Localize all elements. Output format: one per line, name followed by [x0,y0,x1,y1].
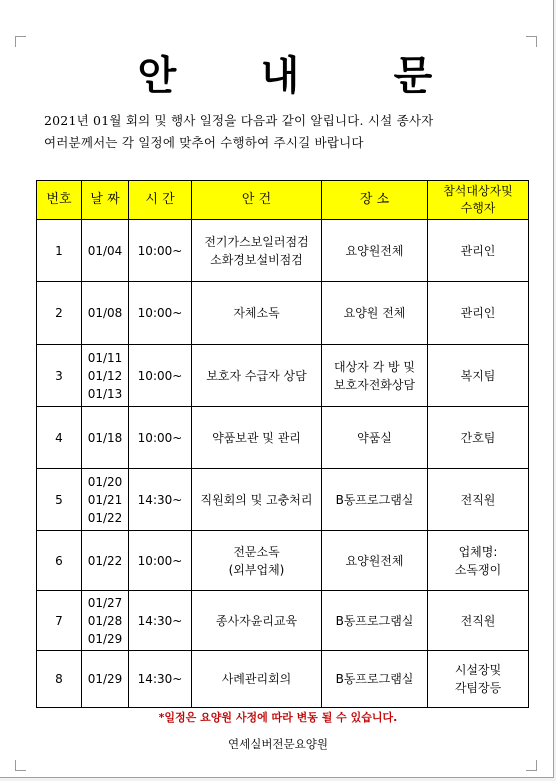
cell-date: 01/20 01/21 01/22 [82,469,129,531]
crop-mark-bottom-left [15,760,26,771]
cell-place: 요양원 전체 [322,282,428,345]
cell-attendee: 전직원 [428,469,529,531]
header-no: 번호 [37,181,82,220]
cell-time: 10:00~ [129,531,192,591]
table-row [37,220,529,282]
cell-date: 01/22 [82,531,129,591]
cell-place: B동프로그램실 [322,591,428,651]
cell-attendee: 시설장및 각팀장등 [428,651,529,708]
cell-time: 10:00~ [129,220,192,282]
cell-agenda: 전문소독 (외부업체) [192,531,322,591]
table-row [37,345,529,407]
header-time: 시 간 [129,181,192,220]
cell-attendee: 업체명: 소독쟁이 [428,531,529,591]
table-row [37,407,529,469]
table-row [37,282,529,345]
cell-agenda: 종사자윤리교육 [192,591,322,651]
cell-place: 요양원전체 [322,531,428,591]
cell-agenda: 보호자 수급자 상담 [192,345,322,407]
cell-time: 10:00~ [129,282,192,345]
cell-place: B동프로그램실 [322,651,428,708]
schedule-body [37,220,529,708]
cell-place: B동프로그램실 [322,469,428,531]
cell-agenda: 사례관리회의 [192,651,322,708]
cell-time: 14:30~ [129,591,192,651]
cell-date: 01/04 [82,220,129,282]
cell-no: 4 [37,407,82,469]
cell-agenda: 직원회의 및 고충처리 [192,469,322,531]
header-attendee: 참석대상자및 수행자 [428,181,529,220]
cell-agenda: 자체소독 [192,282,322,345]
cell-attendee: 복지팀 [428,345,529,407]
intro-line-1: 2021년 01월 회의 및 행사 일정을 다음과 같이 알립니다. 시설 종사자 [44,113,434,128]
cell-agenda: 약품보관 및 관리 [192,407,322,469]
cell-date: 01/18 [82,407,129,469]
cell-agenda: 전기가스보일러점검 소화경보설비점검 [192,220,322,282]
table-row [37,531,529,591]
cell-date: 01/11 01/12 01/13 [82,345,129,407]
cell-attendee: 전직원 [428,591,529,651]
cell-no: 6 [37,531,82,591]
cell-place: 약품실 [322,407,428,469]
cell-date: 01/29 [82,651,129,708]
cell-attendee: 간호팀 [428,407,529,469]
cell-date: 01/08 [82,282,129,345]
schedule-table [36,180,529,708]
document-title [0,44,556,99]
cell-no: 5 [37,469,82,531]
cell-time: 14:30~ [129,651,192,708]
table-row [37,469,529,531]
organization-name: 연세실버전문요양원 [228,737,328,751]
title-char-1: 안 [137,52,177,99]
cell-date: 01/27 01/28 01/29 [82,591,129,651]
cell-place: 요양원전체 [322,220,428,282]
header-place: 장 소 [322,181,428,220]
cell-attendee: 관리인 [428,282,529,345]
title-char-2: 내 [260,52,300,99]
cell-time: 10:00~ [129,407,192,469]
cell-no: 3 [37,345,82,407]
table-row [37,591,529,651]
intro-line-2: 여러분께서는 각 일정에 맞추어 수행하여 주시길 바랍니다 [44,135,364,150]
header-agenda: 안 건 [192,181,322,220]
cell-attendee: 관리인 [428,220,529,282]
cell-place: 대상자 각 방 및 보호자전화상담 [322,345,428,407]
table-header-row [37,181,529,220]
table-row [37,651,529,708]
cell-no: 7 [37,591,82,651]
cell-time: 10:00~ [129,345,192,407]
cell-no: 2 [37,282,82,345]
header-date: 날 짜 [82,181,129,220]
schedule-change-notice: *일정은 요양원 사정에 따라 변동 될 수 있습니다. [158,711,398,724]
cell-no: 8 [37,651,82,708]
intro-paragraph [44,110,534,154]
cell-no: 1 [37,220,82,282]
title-char-3: 문 [393,52,433,99]
crop-mark-bottom-right [526,760,537,771]
cell-time: 14:30~ [129,469,192,531]
